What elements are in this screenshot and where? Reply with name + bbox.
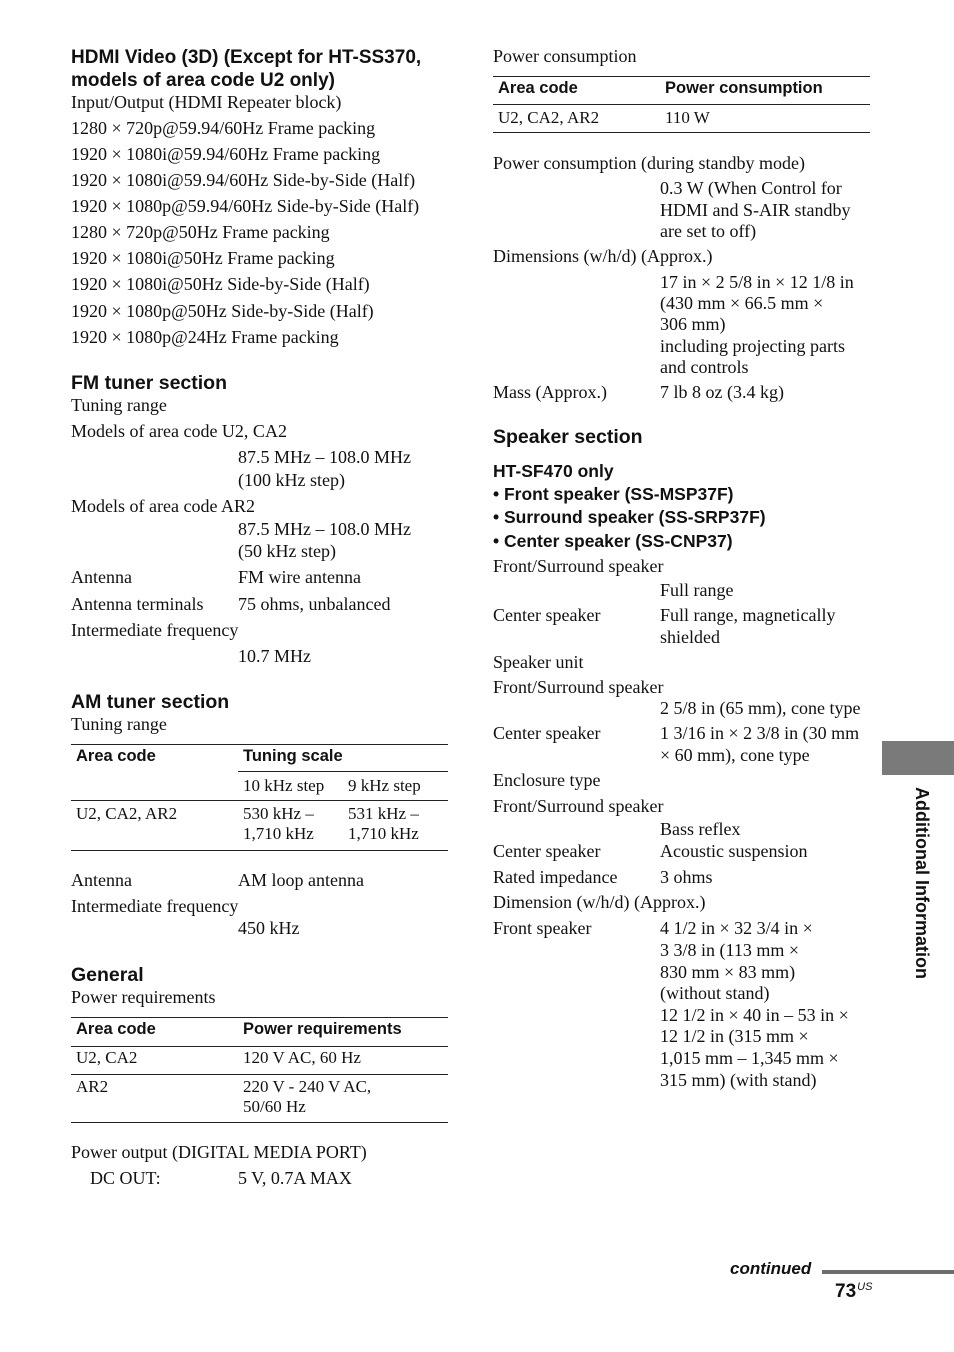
fs-label: Front/Surround speaker bbox=[493, 556, 664, 576]
enclosure-label: Enclosure type bbox=[493, 770, 601, 790]
dc-out-value: 5 V, 0.7A MAX bbox=[238, 1168, 352, 1188]
dimensions-value: 306 mm) bbox=[660, 314, 726, 334]
table-cell: 1,710 kHz bbox=[348, 824, 419, 843]
table-subheader-10khz: 10 kHz step bbox=[243, 776, 325, 795]
speaker-model: HT-SF470 only bbox=[493, 461, 614, 481]
fm-if-value: 10.7 MHz bbox=[238, 646, 311, 666]
hdmi-line: 1280 × 720p@50Hz Frame packing bbox=[71, 222, 330, 242]
hdmi-line: 1280 × 720p@59.94/60Hz Frame packing bbox=[71, 118, 376, 138]
continued-bar bbox=[822, 1270, 954, 1274]
table-cell: 110 W bbox=[665, 108, 710, 127]
dimensions-value: and controls bbox=[660, 357, 749, 377]
dimensions-value: including projecting parts bbox=[660, 336, 845, 356]
unit-center-value: 1 3/16 in × 2 3/8 in (30 mm bbox=[660, 723, 860, 743]
impedance-label: Rated impedance bbox=[493, 867, 618, 887]
enclosure-center-value: Acoustic suspension bbox=[660, 841, 808, 861]
fm-tuning-range: Tuning range bbox=[71, 395, 167, 415]
hdmi-heading-line1: HDMI Video (3D) (Except for HT-SS370, bbox=[71, 47, 422, 68]
table-header-area: Area code bbox=[76, 1020, 156, 1038]
table-cell-area: AR2 bbox=[76, 1077, 109, 1096]
center-label: Center speaker bbox=[493, 605, 601, 625]
fm-step-u2: (100 kHz step) bbox=[238, 470, 345, 490]
dimensions-value: (430 mm × 66.5 mm × bbox=[660, 293, 824, 313]
table-cell-area: U2, CA2, AR2 bbox=[76, 804, 178, 823]
hdmi-line: 1920 × 1080p@59.94/60Hz Side-by-Side (Half) bbox=[71, 196, 420, 216]
table-header-req: Power requirements bbox=[243, 1020, 402, 1038]
dimension-label: Dimension (w/h/d) (Approx.) bbox=[493, 892, 706, 912]
table-cell: 220 V - 240 V AC, bbox=[243, 1077, 372, 1096]
impedance-value: 3 ohms bbox=[660, 867, 713, 887]
am-antenna-value: AM loop antenna bbox=[238, 870, 364, 890]
dimensions-label: Dimensions (w/h/d) (Approx.) bbox=[493, 246, 713, 266]
fm-range-u2: 87.5 MHz – 108.0 MHz bbox=[238, 447, 411, 467]
table-rule bbox=[71, 800, 448, 801]
page-number-suffix: US bbox=[857, 1281, 873, 1293]
table-rule bbox=[71, 1017, 448, 1018]
fm-terminals-value: 75 ohms, unbalanced bbox=[238, 594, 391, 614]
am-if-value: 450 kHz bbox=[238, 918, 300, 938]
table-header-scale: Tuning scale bbox=[243, 747, 343, 765]
table-rule bbox=[493, 76, 870, 77]
power-requirements-label: Power requirements bbox=[71, 987, 216, 1007]
section-tab-marker bbox=[882, 741, 954, 775]
front-speaker-value: 1,015 mm – 1,345 mm × bbox=[660, 1048, 839, 1068]
standby-value: HDMI and S-AIR standby bbox=[660, 200, 851, 220]
table-cell-area: U2, CA2, AR2 bbox=[498, 108, 600, 127]
table-rule bbox=[71, 744, 448, 745]
table-rule bbox=[71, 850, 448, 851]
table-cell-area: U2, CA2 bbox=[76, 1048, 138, 1067]
fm-if-label: Intermediate frequency bbox=[71, 620, 239, 640]
fm-terminals-label: Antenna terminals bbox=[71, 594, 204, 614]
hdmi-line: 1920 × 1080i@50Hz Frame packing bbox=[71, 248, 335, 268]
enclosure-fs-value: Bass reflex bbox=[660, 819, 741, 839]
enclosure-fs-label: Front/Surround speaker bbox=[493, 796, 664, 816]
table-cell: 120 V AC, 60 Hz bbox=[243, 1048, 361, 1067]
fm-heading: FM tuner section bbox=[71, 372, 228, 394]
table-header-area: Area code bbox=[498, 79, 578, 97]
am-tuning-range: Tuning range bbox=[71, 714, 167, 734]
mass-value: 7 lb 8 oz (3.4 kg) bbox=[660, 382, 784, 402]
hdmi-line: Input/Output (HDMI Repeater block) bbox=[71, 92, 342, 112]
table-subheader-9khz: 9 kHz step bbox=[348, 776, 421, 795]
front-speaker-label: Front speaker bbox=[493, 918, 592, 938]
hdmi-line: 1920 × 1080i@50Hz Side-by-Side (Half) bbox=[71, 274, 370, 294]
side-tab-label: Additional Information bbox=[912, 787, 932, 979]
center-value: Full range, magnetically bbox=[660, 605, 836, 625]
front-speaker-value: 3 3/8 in (113 mm × bbox=[660, 940, 799, 960]
front-speaker-value: 12 1/2 in × 40 in – 53 in × bbox=[660, 1005, 849, 1025]
unit-label: Speaker unit bbox=[493, 652, 584, 672]
unit-fs-value: 2 5/8 in (65 mm), cone type bbox=[660, 698, 861, 718]
dimensions-value: 17 in × 2 5/8 in × 12 1/8 in bbox=[660, 272, 854, 292]
power-consumption-label: Power consumption bbox=[493, 46, 637, 66]
standby-value: 0.3 W (When Control for bbox=[660, 178, 842, 198]
table-header-area: Area code bbox=[76, 747, 156, 765]
table-cell: 530 kHz – bbox=[243, 804, 314, 823]
page-number-value: 73 bbox=[835, 1281, 857, 1302]
dc-out-label: DC OUT: bbox=[90, 1168, 161, 1188]
table-rule bbox=[71, 1074, 448, 1075]
front-speaker-value: 4 1/2 in × 32 3/4 in × bbox=[660, 918, 813, 938]
hdmi-line: 1920 × 1080i@59.94/60Hz Frame packing bbox=[71, 144, 381, 164]
table-cell: 1,710 kHz bbox=[243, 824, 314, 843]
speaker-bullet: • Front speaker (SS-MSP37F) bbox=[493, 484, 734, 504]
speaker-bullet: • Surround speaker (SS-SRP37F) bbox=[493, 507, 766, 527]
hdmi-line: 1920 × 1080p@50Hz Side-by-Side (Half) bbox=[71, 301, 374, 321]
table-rule bbox=[493, 132, 870, 133]
unit-fs-label: Front/Surround speaker bbox=[493, 677, 664, 697]
fm-range-ar2: 87.5 MHz – 108.0 MHz bbox=[238, 519, 411, 539]
fm-models-ar2: Models of area code AR2 bbox=[71, 496, 255, 516]
fm-antenna-value: FM wire antenna bbox=[238, 567, 361, 587]
table-rule bbox=[493, 104, 870, 105]
standby-value: are set to off) bbox=[660, 221, 757, 241]
continued-label: continued bbox=[730, 1259, 812, 1278]
fm-models-u2: Models of area code U2, CA2 bbox=[71, 421, 287, 441]
table-header-pc: Power consumption bbox=[665, 79, 823, 97]
page-number bbox=[835, 1281, 872, 1303]
am-antenna-label: Antenna bbox=[71, 870, 132, 890]
front-speaker-value: 315 mm) (with stand) bbox=[660, 1070, 817, 1090]
hdmi-heading-line2: models of area code U2 only) bbox=[71, 70, 335, 91]
fs-value: Full range bbox=[660, 580, 734, 600]
table-rule bbox=[238, 771, 448, 772]
standby-label: Power consumption (during standby mode) bbox=[493, 153, 805, 173]
hdmi-line: 1920 × 1080i@59.94/60Hz Side-by-Side (Half) bbox=[71, 170, 416, 190]
table-rule bbox=[71, 1122, 448, 1123]
fm-antenna-label: Antenna bbox=[71, 567, 132, 587]
speaker-bullet: • Center speaker (SS-CNP37) bbox=[493, 531, 733, 551]
front-speaker-value: 830 mm × 83 mm) bbox=[660, 962, 796, 982]
front-speaker-value: 12 1/2 in (315 mm × bbox=[660, 1026, 809, 1046]
front-speaker-value: (without stand) bbox=[660, 983, 770, 1003]
speaker-heading: Speaker section bbox=[493, 426, 643, 448]
am-heading: AM tuner section bbox=[71, 691, 230, 713]
unit-center-label: Center speaker bbox=[493, 723, 601, 743]
table-cell: 50/60 Hz bbox=[243, 1097, 306, 1116]
unit-center-value: × 60 mm), cone type bbox=[660, 745, 810, 765]
enclosure-center-label: Center speaker bbox=[493, 841, 601, 861]
center-value: shielded bbox=[660, 627, 720, 647]
general-heading: General bbox=[71, 964, 144, 986]
power-output-label: Power output (DIGITAL MEDIA PORT) bbox=[71, 1142, 367, 1162]
fm-step-ar2: (50 kHz step) bbox=[238, 541, 336, 561]
am-if-label: Intermediate frequency bbox=[71, 896, 239, 916]
mass-label: Mass (Approx.) bbox=[493, 382, 607, 402]
table-cell: 531 kHz – bbox=[348, 804, 419, 823]
hdmi-line: 1920 × 1080p@24Hz Frame packing bbox=[71, 327, 339, 347]
